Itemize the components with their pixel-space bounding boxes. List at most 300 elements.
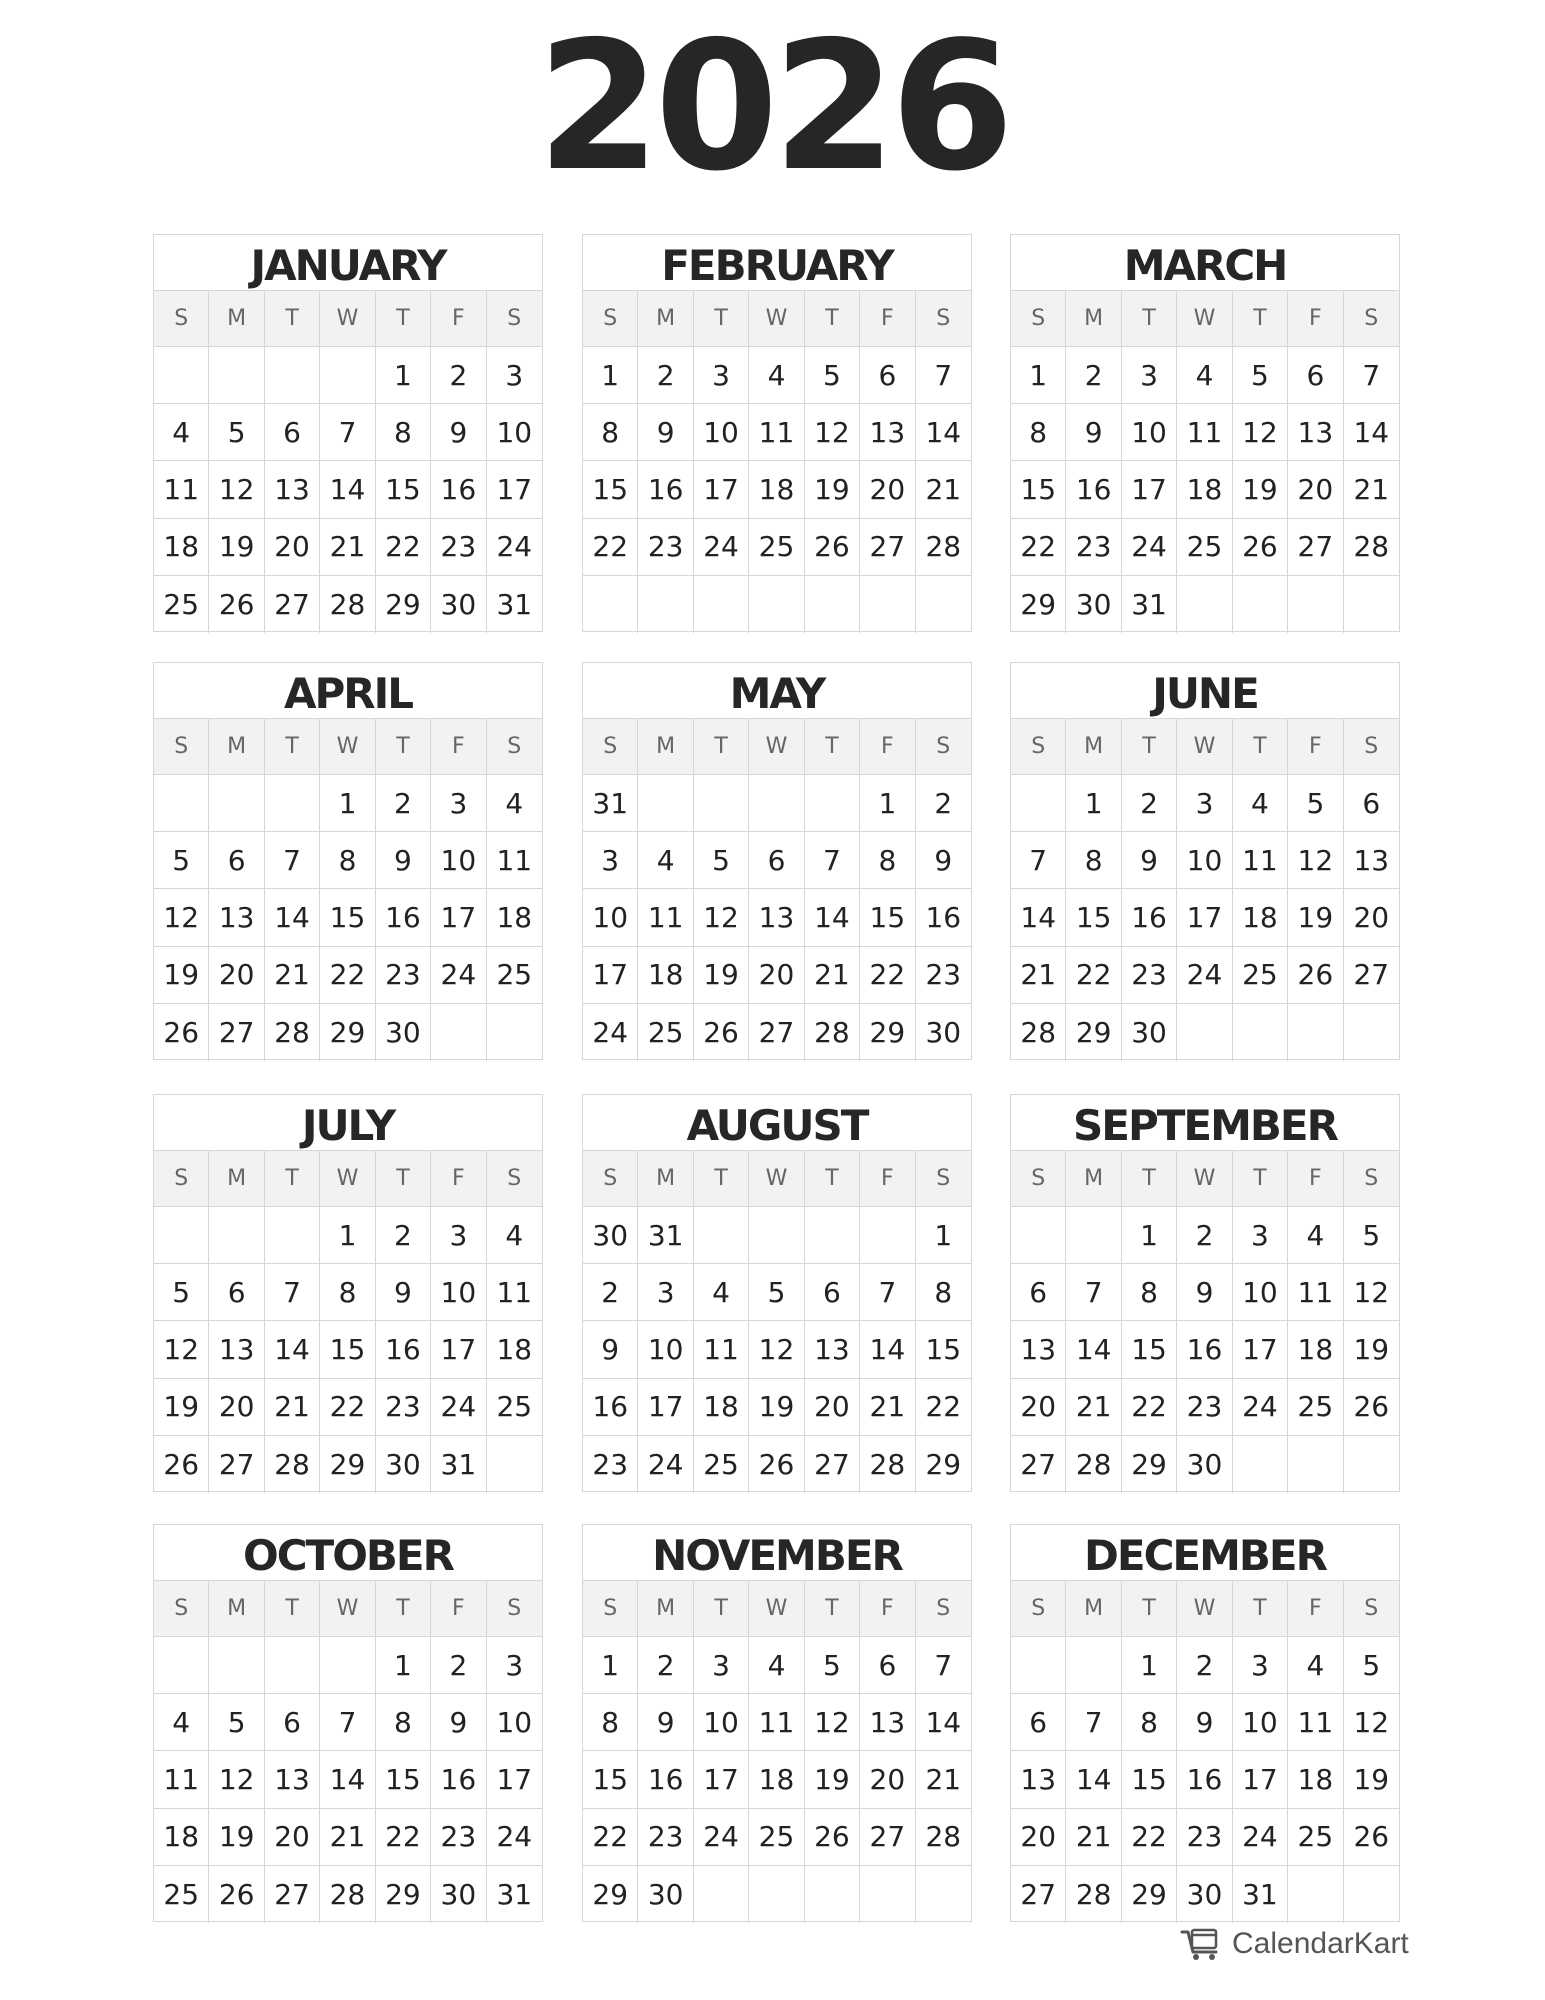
day-cell: 2 xyxy=(583,1264,638,1321)
day-cell: 18 xyxy=(749,461,804,518)
day-cell: 18 xyxy=(487,889,542,946)
day-cell: 14 xyxy=(916,404,971,461)
day-cell: 6 xyxy=(265,404,320,461)
day-cell: 1 xyxy=(860,775,915,832)
month-january xyxy=(153,234,543,632)
day-cell: 24 xyxy=(638,1436,693,1493)
day-cell: 14 xyxy=(320,1751,375,1808)
weekday-header: M xyxy=(638,1581,693,1637)
day-cell: 20 xyxy=(209,1379,264,1436)
day-cell: 26 xyxy=(1288,947,1343,1004)
day-cell: 25 xyxy=(154,1866,209,1923)
day-cell: 25 xyxy=(487,947,542,1004)
day-cell: 1 xyxy=(1011,347,1066,404)
month-title: JULY xyxy=(154,1095,542,1151)
day-cell: 20 xyxy=(265,519,320,576)
day-cell: 6 xyxy=(1288,347,1343,404)
day-cell: 1 xyxy=(1122,1207,1177,1264)
day-cell: 16 xyxy=(431,1751,486,1808)
day-cell: 9 xyxy=(916,832,971,889)
day-cell: 10 xyxy=(487,1694,542,1751)
day-cell: 28 xyxy=(916,519,971,576)
day-cell: 28 xyxy=(265,1436,320,1493)
day-cell: 25 xyxy=(749,519,804,576)
day-cell xyxy=(1344,1866,1399,1923)
day-cell: 9 xyxy=(1066,404,1121,461)
day-cell: 11 xyxy=(749,1694,804,1751)
month-august xyxy=(582,1094,972,1492)
month-march xyxy=(1010,234,1400,632)
weekday-header: M xyxy=(209,1151,264,1207)
weekday-header: S xyxy=(154,1581,209,1637)
weekday-header: S xyxy=(1344,1151,1399,1207)
day-cell xyxy=(749,1866,804,1923)
day-cell: 1 xyxy=(1066,775,1121,832)
day-cell: 8 xyxy=(320,832,375,889)
day-cell: 3 xyxy=(694,1637,749,1694)
day-cell: 26 xyxy=(1344,1809,1399,1866)
weekday-header: T xyxy=(265,291,320,347)
weekday-header: S xyxy=(916,1581,971,1637)
day-cell: 15 xyxy=(1122,1751,1177,1808)
day-cell xyxy=(209,775,264,832)
day-cell: 3 xyxy=(431,1207,486,1264)
day-cell xyxy=(694,775,749,832)
day-cell: 9 xyxy=(583,1321,638,1378)
day-cell: 7 xyxy=(916,1637,971,1694)
day-cell: 3 xyxy=(487,1637,542,1694)
month-title: APRIL xyxy=(154,663,542,719)
weekday-header: W xyxy=(320,719,375,775)
month-may xyxy=(582,662,972,1060)
day-cell: 10 xyxy=(487,404,542,461)
day-cell: 7 xyxy=(265,1264,320,1321)
day-cell: 13 xyxy=(1288,404,1343,461)
day-cell xyxy=(694,1207,749,1264)
day-cell: 11 xyxy=(694,1321,749,1378)
day-cell: 15 xyxy=(320,889,375,946)
day-cell: 27 xyxy=(1344,947,1399,1004)
day-cell: 6 xyxy=(805,1264,860,1321)
day-cell: 31 xyxy=(1233,1866,1288,1923)
day-cell xyxy=(1344,576,1399,633)
day-cell: 29 xyxy=(320,1004,375,1061)
weekday-header: S xyxy=(583,1151,638,1207)
day-cell: 17 xyxy=(431,889,486,946)
weekday-header: T xyxy=(694,1151,749,1207)
weekday-header: F xyxy=(1288,719,1343,775)
day-cell: 23 xyxy=(638,1809,693,1866)
day-cell xyxy=(860,1866,915,1923)
day-cell: 18 xyxy=(694,1379,749,1436)
day-cell: 7 xyxy=(1344,347,1399,404)
day-cell: 7 xyxy=(320,404,375,461)
day-cell: 4 xyxy=(154,1694,209,1751)
day-cell: 27 xyxy=(265,1866,320,1923)
day-cell: 2 xyxy=(376,775,431,832)
weekday-header: F xyxy=(431,719,486,775)
weekday-header: S xyxy=(583,291,638,347)
weekday-header: T xyxy=(1233,1151,1288,1207)
day-cell xyxy=(694,576,749,633)
day-cell: 3 xyxy=(694,347,749,404)
day-cell: 9 xyxy=(638,1694,693,1751)
day-cell: 16 xyxy=(1177,1751,1232,1808)
day-cell: 28 xyxy=(1011,1004,1066,1061)
day-cell: 15 xyxy=(1066,889,1121,946)
day-cell: 1 xyxy=(583,347,638,404)
day-cell: 24 xyxy=(1233,1809,1288,1866)
day-cell: 10 xyxy=(1233,1264,1288,1321)
day-cell: 27 xyxy=(1011,1866,1066,1923)
day-cell: 4 xyxy=(1177,347,1232,404)
day-cell: 31 xyxy=(496,1877,533,1911)
day-cell: 26 xyxy=(1233,519,1288,576)
day-cell: 8 xyxy=(376,404,431,461)
day-cell: 29 xyxy=(583,1866,638,1923)
day-cell xyxy=(487,1436,542,1493)
day-cell: 25 xyxy=(1288,1379,1343,1436)
day-cell: 25 xyxy=(487,1379,542,1436)
day-cell: 22 xyxy=(376,519,431,576)
day-cell: 3 xyxy=(487,347,542,404)
weekday-header: M xyxy=(1066,1581,1121,1637)
day-cell: 28 xyxy=(1066,1866,1121,1923)
day-cell: 31 xyxy=(638,1207,693,1264)
weekday-header: T xyxy=(1233,1581,1288,1637)
day-cell xyxy=(805,576,860,633)
day-cell: 16 xyxy=(916,889,971,946)
month-september xyxy=(1010,1094,1400,1492)
day-cell xyxy=(1233,1436,1288,1493)
day-cell: 26 xyxy=(1344,1379,1399,1436)
day-cell: 30 xyxy=(376,1004,431,1061)
day-cell: 12 xyxy=(209,461,264,518)
day-cell: 2 xyxy=(376,1207,431,1264)
day-cell: 23 xyxy=(1066,519,1121,576)
weekday-header: M xyxy=(638,719,693,775)
brand-name: CalendarKart xyxy=(1232,1927,1409,1960)
day-cell: 14 xyxy=(1066,1321,1121,1378)
weekday-header: T xyxy=(1122,1581,1177,1637)
day-cell: 15 xyxy=(1122,1321,1177,1378)
day-cell: 11 xyxy=(487,832,542,889)
day-cell: 29 xyxy=(1066,1004,1121,1061)
day-cell: 27 xyxy=(1288,519,1343,576)
weekday-header: S xyxy=(916,719,971,775)
weekday-header: S xyxy=(154,291,209,347)
month-grid xyxy=(583,719,971,1061)
weekday-header: T xyxy=(265,719,320,775)
day-cell: 27 xyxy=(1011,1436,1066,1493)
day-cell xyxy=(1288,1436,1343,1493)
weekday-header: F xyxy=(1288,1581,1343,1637)
weekday-header: W xyxy=(1177,1151,1232,1207)
day-cell: 20 xyxy=(749,947,804,1004)
day-cell: 21 xyxy=(1011,947,1066,1004)
day-cell: 20 xyxy=(1011,1379,1066,1436)
weekday-header: F xyxy=(1288,1151,1343,1207)
day-cell: 16 xyxy=(1122,889,1177,946)
day-cell: 14 xyxy=(320,461,375,518)
month-grid xyxy=(154,291,542,633)
day-cell: 22 xyxy=(860,947,915,1004)
month-february xyxy=(582,234,972,632)
day-cell: 21 xyxy=(265,947,320,1004)
day-cell xyxy=(1177,1004,1232,1061)
day-cell: 16 xyxy=(376,1321,431,1378)
day-cell: 5 xyxy=(209,1694,264,1751)
day-cell xyxy=(154,1207,209,1264)
weekday-header: S xyxy=(154,1151,209,1207)
day-cell: 6 xyxy=(1011,1264,1066,1321)
day-cell: 16 xyxy=(1177,1321,1232,1378)
day-cell xyxy=(749,576,804,633)
day-cell: 14 xyxy=(1066,1751,1121,1808)
day-cell: 17 xyxy=(431,1321,486,1378)
day-cell xyxy=(1288,1866,1343,1923)
day-cell: 30 xyxy=(1122,1004,1177,1061)
weekday-header: W xyxy=(1177,719,1232,775)
day-cell: 27 xyxy=(209,1436,264,1493)
day-cell: 6 xyxy=(749,832,804,889)
day-cell: 19 xyxy=(1344,1321,1399,1378)
weekday-header: T xyxy=(805,291,860,347)
day-cell: 24 xyxy=(487,519,542,576)
day-cell: 12 xyxy=(154,889,209,946)
day-cell: 21 xyxy=(860,1379,915,1436)
day-cell: 25 xyxy=(1233,947,1288,1004)
day-cell: 3 xyxy=(583,832,638,889)
day-cell: 26 xyxy=(805,1809,860,1866)
day-cell: 24 xyxy=(431,947,486,1004)
day-cell xyxy=(1066,1637,1121,1694)
day-cell: 14 xyxy=(916,1694,971,1751)
weekday-header: T xyxy=(376,1151,431,1207)
day-cell: 22 xyxy=(583,519,638,576)
day-cell: 21 xyxy=(320,519,375,576)
day-cell xyxy=(1344,1436,1399,1493)
day-cell: 18 xyxy=(1177,461,1232,518)
day-cell: 17 xyxy=(1233,1321,1288,1378)
day-cell: 12 xyxy=(1344,1694,1399,1751)
day-cell xyxy=(1011,1637,1066,1694)
day-cell xyxy=(583,576,638,633)
brand-logo xyxy=(1180,1924,1409,1964)
month-grid xyxy=(154,1581,542,1923)
month-grid xyxy=(1011,291,1399,633)
day-cell xyxy=(860,1207,915,1264)
weekday-header: W xyxy=(1177,1581,1232,1637)
day-cell: 5 xyxy=(805,1637,860,1694)
weekday-header: S xyxy=(583,1581,638,1637)
day-cell: 8 xyxy=(1066,832,1121,889)
day-cell: 10 xyxy=(1233,1694,1288,1751)
weekday-header: T xyxy=(265,1581,320,1637)
day-cell: 7 xyxy=(916,347,971,404)
day-cell: 13 xyxy=(1011,1751,1066,1808)
day-cell: 7 xyxy=(1066,1694,1121,1751)
day-cell: 30 xyxy=(583,1207,638,1264)
day-cell: 17 xyxy=(694,461,749,518)
month-grid xyxy=(1011,1581,1399,1923)
day-cell xyxy=(154,347,209,404)
day-cell: 6 xyxy=(1344,775,1399,832)
day-cell: 22 xyxy=(376,1809,431,1866)
day-cell: 13 xyxy=(1344,832,1399,889)
day-cell: 8 xyxy=(860,832,915,889)
day-cell: 25 xyxy=(1288,1809,1343,1866)
day-cell: 30 xyxy=(1177,1436,1232,1493)
day-cell: 15 xyxy=(376,1751,431,1808)
day-cell: 17 xyxy=(487,461,542,518)
day-cell xyxy=(209,1637,264,1694)
day-cell: 11 xyxy=(154,461,209,518)
day-cell: 4 xyxy=(1288,1637,1343,1694)
day-cell: 23 xyxy=(376,947,431,1004)
day-cell xyxy=(487,1004,542,1061)
day-cell: 27 xyxy=(860,519,915,576)
weekday-header: T xyxy=(376,719,431,775)
weekday-header: W xyxy=(320,1151,375,1207)
day-cell: 4 xyxy=(749,1637,804,1694)
day-cell: 13 xyxy=(265,461,320,518)
day-cell xyxy=(805,1866,860,1923)
day-cell: 14 xyxy=(860,1321,915,1378)
day-cell xyxy=(265,1207,320,1264)
day-cell: 19 xyxy=(805,1751,860,1808)
weekday-header: S xyxy=(916,291,971,347)
weekday-header: M xyxy=(1066,719,1121,775)
day-cell: 12 xyxy=(805,1694,860,1751)
day-cell: 26 xyxy=(209,576,264,633)
day-cell: 14 xyxy=(1344,404,1399,461)
weekday-header: W xyxy=(749,1151,804,1207)
day-cell: 5 xyxy=(209,404,264,461)
weekday-header: M xyxy=(1066,1151,1121,1207)
day-cell: 27 xyxy=(805,1436,860,1493)
day-cell: 14 xyxy=(1011,889,1066,946)
day-cell: 15 xyxy=(1011,461,1066,518)
weekday-header: T xyxy=(376,1581,431,1637)
weekday-header: F xyxy=(431,1581,486,1637)
day-cell: 29 xyxy=(376,1866,431,1923)
day-cell: 2 xyxy=(431,347,486,404)
weekday-header: T xyxy=(376,291,431,347)
day-cell: 10 xyxy=(1177,832,1232,889)
day-cell: 17 xyxy=(1177,889,1232,946)
day-cell: 25 xyxy=(1177,519,1232,576)
day-cell: 12 xyxy=(1288,832,1343,889)
day-cell: 26 xyxy=(154,1004,209,1061)
day-cell: 5 xyxy=(1344,1207,1399,1264)
day-cell: 29 xyxy=(320,1436,375,1493)
day-cell: 12 xyxy=(805,404,860,461)
day-cell: 27 xyxy=(749,1004,804,1061)
weekday-header: S xyxy=(487,1581,542,1637)
day-cell: 29 xyxy=(925,1447,962,1481)
weekday-header: T xyxy=(805,719,860,775)
weekday-header: T xyxy=(1122,291,1177,347)
month-title: MARCH xyxy=(1011,235,1399,291)
day-cell: 1 xyxy=(376,347,431,404)
day-cell: 4 xyxy=(487,775,542,832)
day-cell: 11 xyxy=(749,404,804,461)
day-cell: 28 xyxy=(320,1866,375,1923)
day-cell: 28 xyxy=(916,1809,971,1866)
weekday-header: S xyxy=(1344,1581,1399,1637)
day-cell: 24 xyxy=(431,1379,486,1436)
day-cell: 4 xyxy=(694,1264,749,1321)
day-cell: 27 xyxy=(860,1809,915,1866)
weekday-header: S xyxy=(1344,291,1399,347)
day-cell: 8 xyxy=(1011,404,1066,461)
weekday-header: T xyxy=(1122,1151,1177,1207)
day-cell: 23 xyxy=(376,1379,431,1436)
month-july xyxy=(153,1094,543,1492)
weekday-header: T xyxy=(265,1151,320,1207)
day-cell: 1 xyxy=(320,775,375,832)
month-title: FEBRUARY xyxy=(583,235,971,291)
month-title: JUNE xyxy=(1011,663,1399,719)
day-cell: 6 xyxy=(265,1694,320,1751)
day-cell: 21 xyxy=(805,947,860,1004)
weekday-header: W xyxy=(749,1581,804,1637)
month-grid xyxy=(154,719,542,1061)
day-cell: 20 xyxy=(860,461,915,518)
day-cell: 7 xyxy=(265,832,320,889)
day-cell: 21 xyxy=(1066,1379,1121,1436)
day-cell: 18 xyxy=(154,519,209,576)
day-cell: 10 xyxy=(431,1264,486,1321)
day-cell: 6 xyxy=(209,832,264,889)
day-cell: 5 xyxy=(154,832,209,889)
day-cell: 30 xyxy=(638,1866,693,1923)
day-cell: 24 xyxy=(1122,519,1177,576)
weekday-header: M xyxy=(1066,291,1121,347)
weekday-header: S xyxy=(583,719,638,775)
weekday-header: F xyxy=(860,1581,915,1637)
day-cell xyxy=(749,1207,804,1264)
day-cell: 8 xyxy=(583,1694,638,1751)
day-cell: 10 xyxy=(638,1321,693,1378)
day-cell: 24 xyxy=(1177,947,1232,1004)
day-cell: 12 xyxy=(1344,1264,1399,1321)
weekday-header: T xyxy=(1233,719,1288,775)
day-cell: 1 xyxy=(320,1207,375,1264)
day-cell: 8 xyxy=(916,1264,971,1321)
weekday-header: T xyxy=(805,1151,860,1207)
day-cell: 1 xyxy=(583,1637,638,1694)
day-cell: 10 xyxy=(694,404,749,461)
day-cell xyxy=(638,576,693,633)
day-cell: 5 xyxy=(749,1264,804,1321)
day-cell: 18 xyxy=(638,947,693,1004)
day-cell: 7 xyxy=(805,832,860,889)
day-cell xyxy=(209,1207,264,1264)
day-cell: 18 xyxy=(1233,889,1288,946)
day-cell: 9 xyxy=(1177,1694,1232,1751)
day-cell: 8 xyxy=(1122,1694,1177,1751)
day-cell: 20 xyxy=(1288,461,1343,518)
day-cell xyxy=(916,1866,971,1923)
day-cell: 15 xyxy=(583,1751,638,1808)
day-cell: 22 xyxy=(1122,1379,1177,1436)
day-cell: 8 xyxy=(320,1264,375,1321)
day-cell: 24 xyxy=(1233,1379,1288,1436)
weekday-header: M xyxy=(638,1151,693,1207)
day-cell: 5 xyxy=(1233,347,1288,404)
